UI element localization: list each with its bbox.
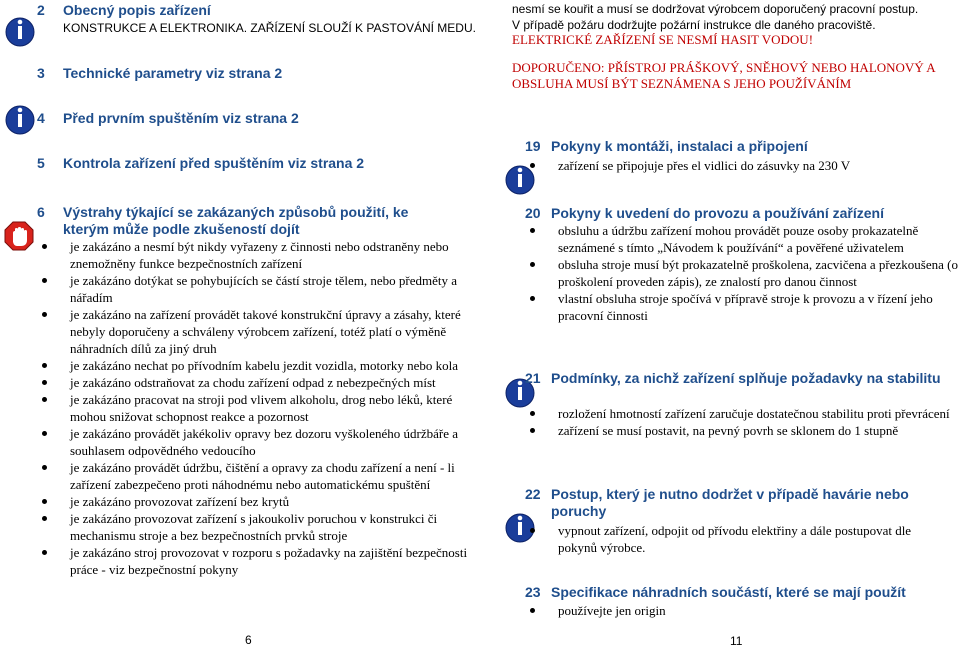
list-item: obsluha stroje musí být prokazatelně proškolena, zacvičena a přezkoušena (o proškolení proveden zápis), ze znalostí pro danou činnost [558, 257, 958, 289]
section-20-list [558, 222, 958, 324]
section-2-subtitle: KONSTRUKCE A ELEKTRONIKA. ZAŘÍZENÍ SLOUŽÍ K PASTOVÁNÍ MEDU. [63, 21, 476, 35]
section-23-heading [525, 584, 906, 601]
section-number: 5 [37, 155, 45, 171]
section-number: 20 [525, 205, 541, 221]
section-title: Podmínky, za nichž zařízení splňuje požadavky na stabilitu [551, 370, 941, 386]
list-item: je zakázáno na zařízení provádět takové konstrukční úpravy a zásahy, které nebyly doporučeny a schváleny výrobcem zařízení, totéž platí o výměně náhradních dílů za jiný druh [70, 306, 475, 357]
list-item: je zakázáno provozovat zařízení bez krytů [70, 493, 475, 510]
section-19-list [558, 157, 953, 174]
section-number: 2 [37, 2, 45, 18]
text-line: nesmí se kouřit a musí se dodržovat výrobcem doporučený pracovní postup. [512, 2, 919, 16]
text-line: V případě požáru dodržujte požární instrukce dle daného pracoviště. [512, 18, 876, 32]
section-number: 21 [525, 370, 541, 386]
section-6-heading [37, 204, 452, 238]
list-item: je zakázáno odstraňovat za chodu zařízení odpad z nebezpečných míst [70, 374, 475, 391]
list-item: je zakázáno stroj provozovat v rozporu s požadavky na zajištění bezpečnosti práce - viz bezpečnostní pokyny [70, 544, 475, 578]
section-number: 22 [525, 486, 541, 502]
section-title: Pokyny k uvedení do provozu a používání zařízení [551, 205, 884, 221]
section-22-list [558, 522, 953, 556]
list-item: zařízení se připojuje přes el vidlici do zásuvky na 230 V [558, 157, 953, 174]
section-title: Kontrola zařízení před spuštěním viz strana 2 [63, 155, 365, 171]
section-title: Technické parametry viz strana 2 [63, 65, 283, 81]
section-number: 6 [37, 204, 45, 220]
section-20-heading [525, 205, 884, 222]
info-icon [5, 4, 35, 50]
section-title: Pokyny k montáži, instalaci a připojení [551, 138, 808, 154]
info-icon [5, 92, 35, 138]
list-item: je zakázáno a nesmí být nikdy vyřazeny z činnosti nebo odstraněny nebo znemožněny funkce bezpečnostních zařízení [70, 238, 475, 272]
fire-instructions [512, 1, 952, 33]
list-item: zařízení se musí postavit, na pevný povrh se sklonem do 1 stupně [558, 422, 953, 439]
section-21-list [558, 405, 953, 439]
recommendation-text: DOPORUČENO: PŘÍSTROJ PRÁŠKOVÝ, SNĚHOVÝ NEBO HALONOVÝ A OBSLUHA MUSÍ BÝT SEZNÁMENA S JEHO POUŽÍVÁNÍM [512, 60, 935, 91]
section-title: Výstrahy týkající se zakázaných způsobů použití, ke kterým může podle zkušeností dojít [63, 204, 409, 237]
section-number: 4 [37, 110, 45, 126]
section-number: 3 [37, 65, 45, 81]
warning-text: ELEKTRICKÉ ZAŘÍZENÍ SE NESMÍ HASIT VODOU! [512, 32, 814, 47]
section-22-heading [525, 486, 945, 520]
list-item: vlastní obsluha stroje spočívá v přípravě stroje k provozu a v řízení jeho pracovní činnosti [558, 290, 958, 324]
list-item: je zakázáno dotýkat se pohybujících se částí stroje tělem, nebo předměty a nářadím [70, 272, 475, 306]
section-title: Obecný popis zařízení [63, 2, 211, 18]
list-item: rozložení hmotností zařízení zaručuje dostatečnou stabilitu proti převrácení [558, 405, 953, 422]
section-4-heading [37, 110, 299, 127]
section-6-list [70, 238, 475, 578]
list-item: je zakázáno provádět údržbu, čištění a opravy za chodu zařízení a není - li zařízení zabezpečeno proti náhodnému nebo automatickému spuštění [70, 459, 475, 493]
section-title: Specifikace náhradních součástí, které se mají použít [551, 584, 906, 600]
section-number: 23 [525, 584, 541, 600]
stop-sign-icon [4, 220, 34, 256]
section-number: 19 [525, 138, 541, 154]
list-item: je zakázáno provozovat zařízení s jakoukoliv poruchou v konstrukci či mechanismu stroje a bez bezpečnostních prvků stroje [70, 510, 475, 544]
section-19-heading [525, 138, 808, 155]
list-item: je zakázáno nechat po přívodním kabelu jezdit vozidla, motorky nebo kola [70, 357, 475, 374]
info-icon [505, 500, 535, 546]
section-21-heading [525, 370, 945, 387]
list-item: vypnout zařízení, odpojit od přívodu elektřiny a dále postupovat dle pokynů výrobce. [558, 522, 953, 556]
list-item: je zakázáno provádět jakékoliv opravy bez dozoru vyškoleného údržbáře a souhlasem odpovědného vedoucího [70, 425, 475, 459]
section-title: Před prvním spuštěním viz strana 2 [63, 110, 299, 126]
info-icon [505, 152, 535, 198]
section-23-list [558, 602, 953, 619]
list-item: obsluhu a údržbu zařízení mohou provádět pouze osoby prokazatelně seznámené s tímto „Návodem k používání“ a pověřené uživatelem [558, 222, 958, 256]
page-number-right: 11 [730, 634, 743, 648]
page-number-left: 6 [245, 633, 252, 647]
list-item: používejte jen origin [558, 602, 953, 619]
section-5-heading [37, 155, 364, 172]
section-2-heading [37, 2, 211, 19]
list-item: je zakázáno pracovat na stroji pod vlivem alkoholu, drog nebo léků, které mohou snižovat schopnost reakce a pozornost [70, 391, 475, 425]
section-3-heading [37, 65, 282, 82]
section-title: Postup, který je nutno dodržet v případě havárie nebo poruchy [551, 486, 909, 519]
